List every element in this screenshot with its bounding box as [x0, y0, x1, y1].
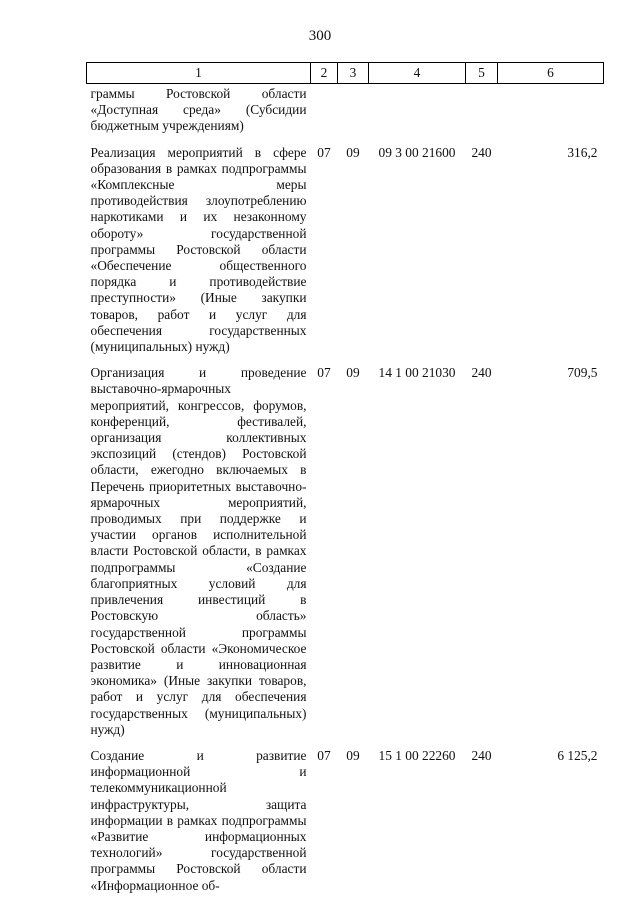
row-description: граммы Ростовской области «Доступная среда» (Субсидии бюджетным учреждениям) [90, 86, 307, 134]
table-row [87, 355, 604, 738]
row-expense-type: 240 [471, 747, 492, 763]
row-target-article: 15 1 00 22260 [378, 747, 456, 763]
table-row [87, 738, 604, 894]
row-subsection [338, 84, 369, 135]
row-description: Создание и развитие информационной и телекоммуникационной инфраструктуры, защита информации в рамках подпрограммы «Развитие информационных технологий» государственной программы Ростовской области «Информационное об- [90, 747, 307, 893]
header-cell-3: 3 [338, 63, 369, 84]
row-amount [498, 84, 604, 135]
row-expense-type: 240 [471, 365, 492, 381]
row-target-article: 09 3 00 21600 [378, 144, 456, 160]
row-section: 07 [317, 144, 331, 160]
row-amount: 316,2 [567, 144, 598, 160]
row-section [311, 84, 338, 135]
row-amount: 6 125,2 [557, 747, 598, 763]
row-section: 07 [317, 365, 331, 381]
row-subsection: 09 [346, 144, 360, 160]
row-description: Организация и проведение выставочно-ярмарочных мероприятий, конгрессов, форумов, конференций, фестивалей, организация коллективных экспозиций (стендов) Ростовской области, ежегодно включаемых в Перечень приоритетных выставочно-ярмарочных мероприятий, проводимых при поддержке и участии органов исполнительной власти Ростовской области, в рамках подпрограммы «Создание благоприятных условий для привлечения инвестиций в Ростовскую область» государственной программы Ростовской области «Экономическое развитие и инновационная экономика» (Иные закупки товаров, работ и услуг для обеспечения государственных (муниципальных) нужд) [90, 365, 307, 737]
table-header-row [87, 63, 604, 84]
row-amount: 709,5 [567, 365, 598, 381]
header-cell-4: 4 [369, 63, 466, 84]
page-number: 300 [308, 28, 332, 44]
header-cell-6: 6 [498, 63, 604, 84]
row-target-article [369, 84, 466, 135]
row-subsection: 09 [346, 747, 360, 763]
row-expense-type [466, 84, 498, 135]
header-cell-1: 1 [87, 63, 311, 84]
header-cell-2: 2 [311, 63, 338, 84]
budget-table [86, 62, 604, 894]
row-description: Реализация мероприятий в сфере образования в рамках подпрограммы «Комплексные меры противодействия злоупотреблению наркотиками и их незаконному обороту» государственной программы Ростовской области «Обеспечение общественного порядка и противодействие преступности» (Иные закупки товаров, работ и услуг для обеспечения государственных (муниципальных) нужд) [90, 144, 307, 355]
table-row [87, 135, 604, 356]
header-cell-5: 5 [466, 63, 498, 84]
row-section: 07 [317, 747, 331, 763]
table-row [87, 84, 604, 135]
row-subsection: 09 [346, 365, 360, 381]
row-expense-type: 240 [471, 144, 492, 160]
row-target-article: 14 1 00 21030 [378, 365, 456, 381]
